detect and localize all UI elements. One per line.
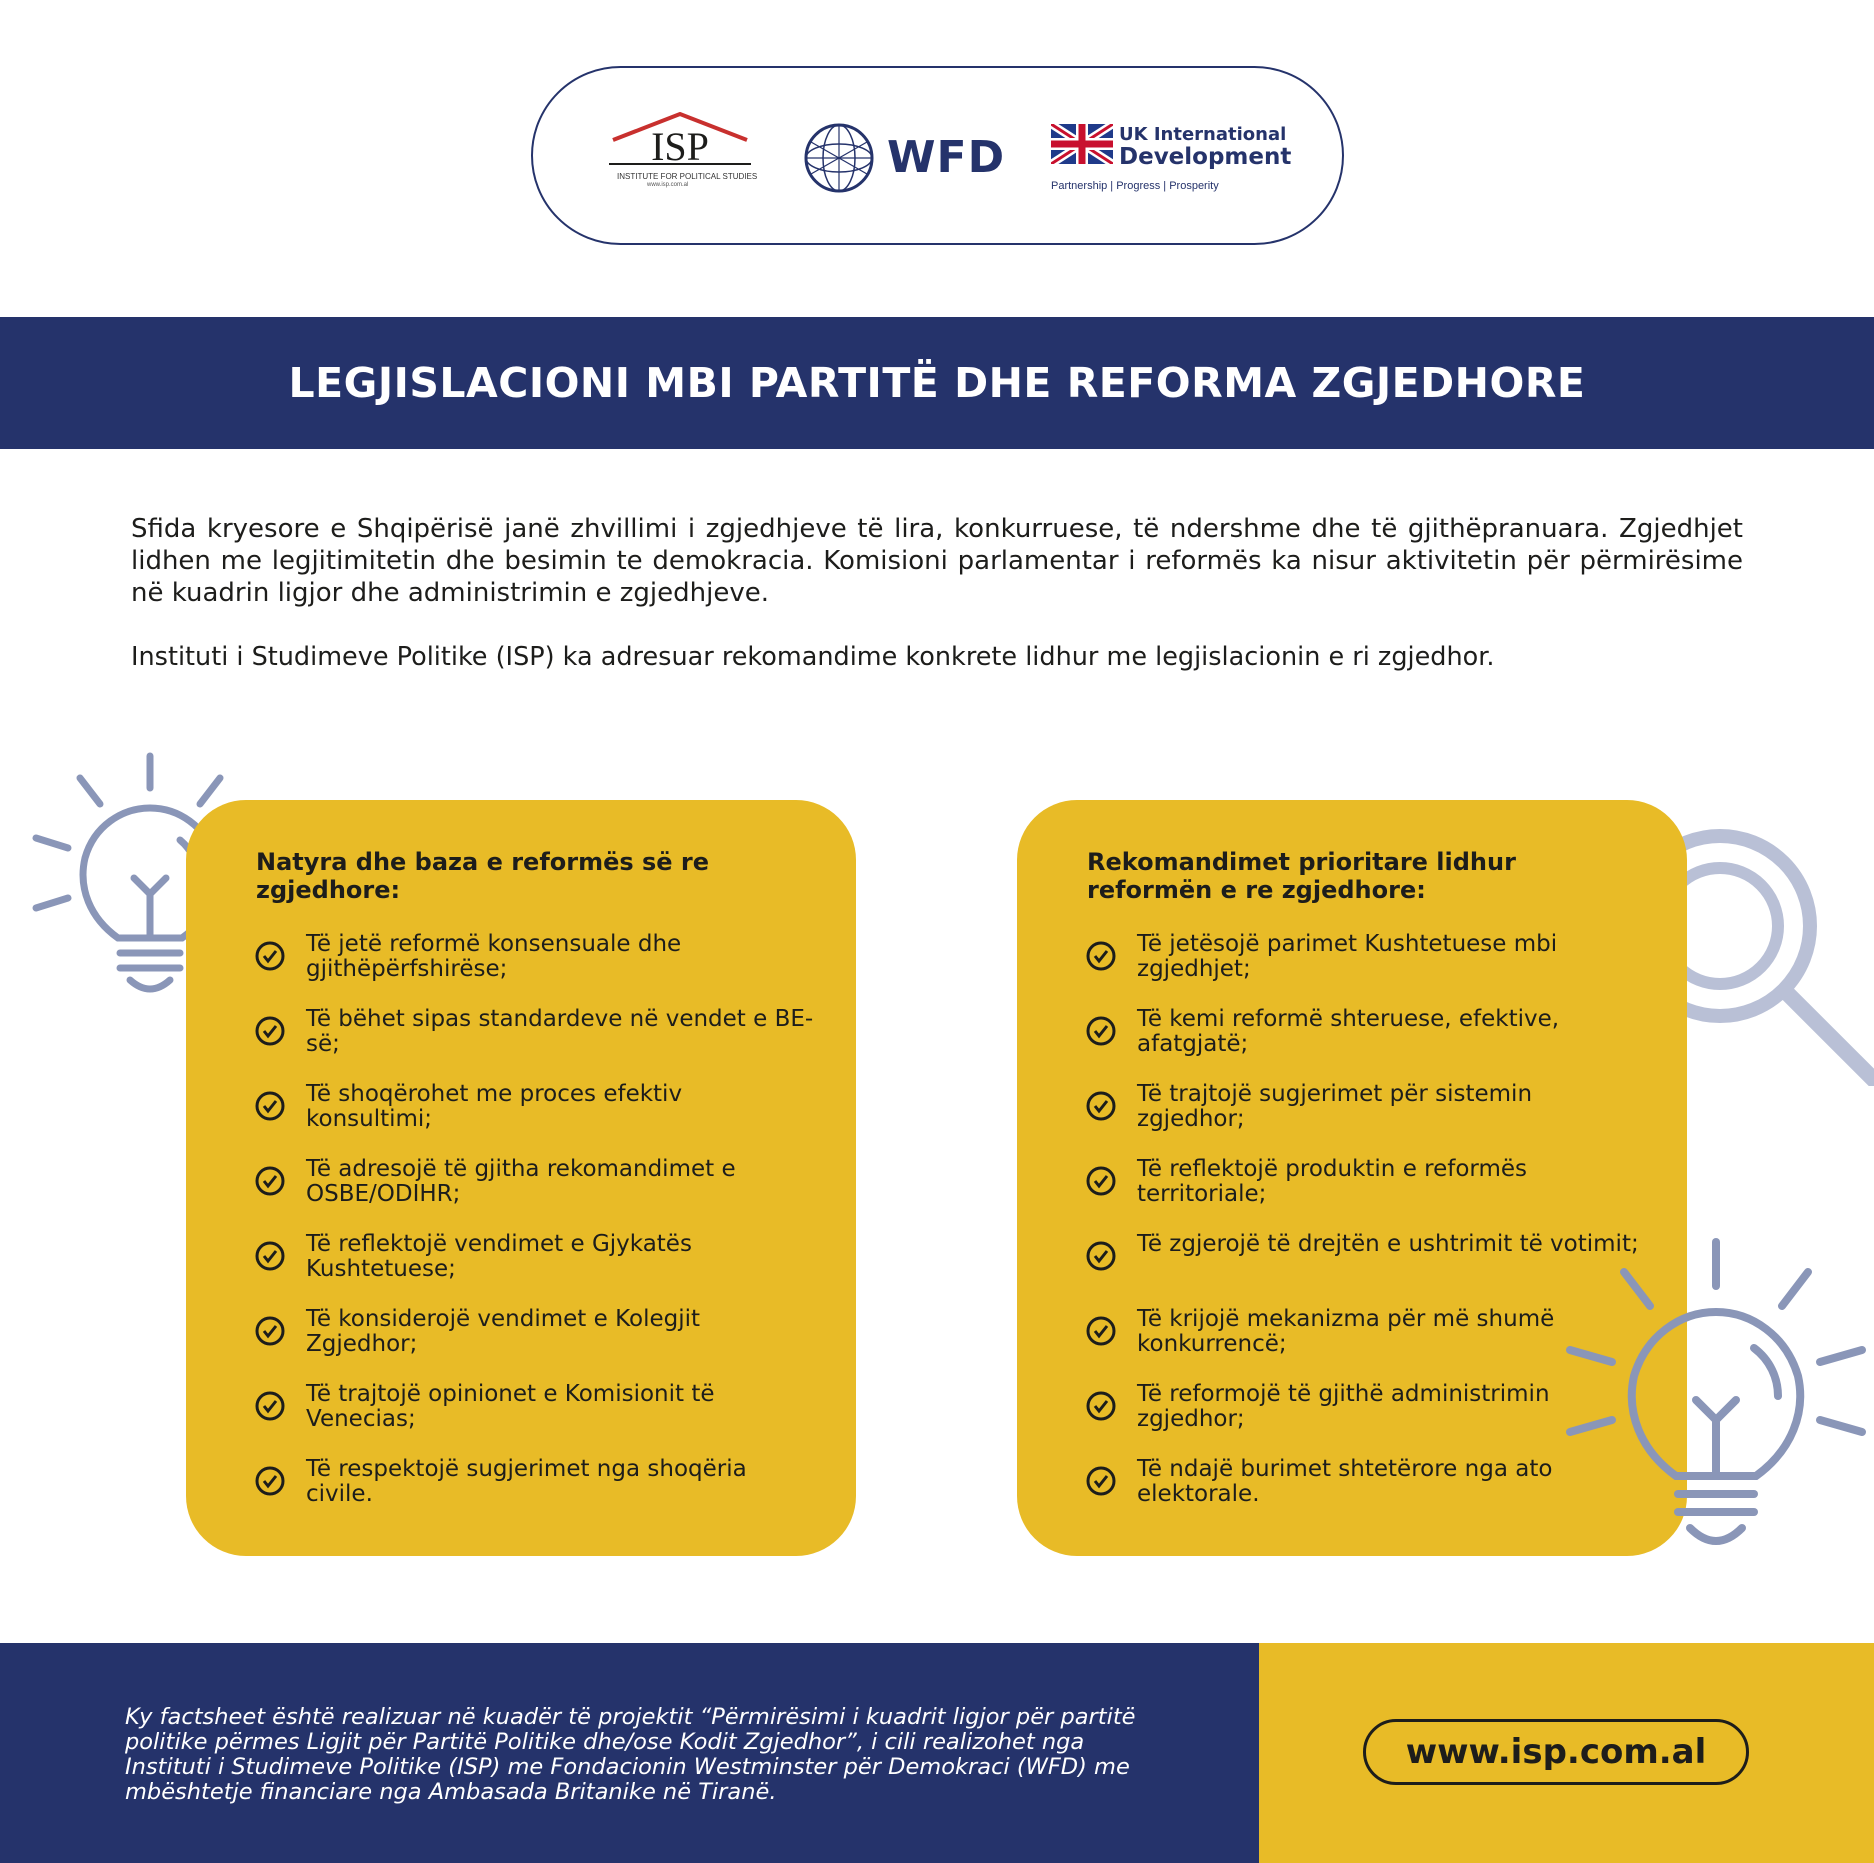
uk-international-development-logo [1051, 124, 1292, 194]
partner-logos-banner [531, 66, 1344, 245]
list-item-text: Të trajtojë opinionet e Komisionit të Venecias; [306, 1381, 715, 1432]
list-item [1085, 1007, 1645, 1082]
reform-basis-card [186, 800, 856, 1556]
check-circle-icon [1085, 1090, 1117, 1122]
list-item-text: Të konsiderojë vendimet e Kolegjit Zgjedhor; [306, 1306, 701, 1357]
list-item [254, 1457, 814, 1532]
priority-recommendations-list [1085, 932, 1645, 1532]
list-item-text: Të zgjerojë të drejtën e ushtrimit të votimit; [1137, 1231, 1639, 1257]
check-circle-icon [1085, 1390, 1117, 1422]
check-circle-icon [254, 940, 286, 972]
lightbulb-icon [1564, 1236, 1874, 1566]
list-item [1085, 1232, 1645, 1307]
list-item-text: Të krijojë mekanizma për më shumë konkurrencë; [1137, 1306, 1555, 1357]
wfd-logo [803, 122, 1006, 198]
list-item-text: Të reformojë të gjithë administrimin zgjedhor; [1137, 1381, 1550, 1432]
check-circle-icon [254, 1015, 286, 1047]
union-flag-icon [1051, 124, 1113, 164]
list-item [254, 1007, 814, 1082]
check-circle-icon [254, 1315, 286, 1347]
check-circle-icon [254, 1165, 286, 1197]
check-circle-icon [1085, 1015, 1117, 1047]
list-item-text: Të jetë reformë konsensuale dhe gjithëpërfshirëse; [306, 931, 682, 982]
list-item-text: Të jetësojë parimet Kushtetuese mbi zgjedhjet; [1137, 931, 1558, 982]
page-title: LEGJISLACIONI MBI PARTITË DHE REFORMA ZGJEDHORE [288, 359, 1586, 407]
list-item-text: Të bëhet sipas standardeve në vendet e BE-së; [306, 1006, 814, 1057]
wfd-logo-text: WFD [887, 132, 1006, 183]
isp-logo-subtitle: INSTITUTE FOR POLITICAL STUDIES [617, 172, 758, 181]
isp-logo-url: www.isp.com.al [647, 182, 689, 188]
list-item [1085, 1082, 1645, 1157]
uk-logo-tagline: Partnership | Progress | Prosperity [1051, 180, 1219, 192]
list-item-text: Të reflektojë produktin e reformës territoriale; [1137, 1156, 1528, 1207]
website-link-text[interactable]: www.isp.com.al [1405, 1732, 1707, 1772]
website-link[interactable] [1363, 1719, 1749, 1785]
check-circle-icon [254, 1465, 286, 1497]
check-circle-icon [1085, 1240, 1117, 1272]
list-item [1085, 1307, 1645, 1382]
isp-logo [605, 112, 758, 192]
check-circle-icon [1085, 1465, 1117, 1497]
check-circle-icon [254, 1090, 286, 1122]
intro-paragraph-1: Sfida kryesore e Shqipërisë janë zhvillimi i zgjedhjeve të lira, konkurruese, të ndershme dhe të gjithëpranuara. Zgjedhjet lidhen me legjitimitetin dhe besimin te demokracia. Komisioni parlamentar i reformës ka nisur aktivitetin për përmirësime në kuadrin ligjor dhe administrimin e zgjedhjeve. [131, 514, 1743, 608]
check-circle-icon [1085, 1315, 1117, 1347]
list-item [1085, 1382, 1645, 1457]
svg-text:ISP: ISP [651, 124, 709, 169]
reform-basis-list [254, 932, 814, 1532]
list-item-text: Të kemi reformë shteruese, efektive, afatgjatë; [1137, 1006, 1560, 1057]
list-item [254, 1382, 814, 1457]
intro-text [131, 513, 1743, 673]
check-circle-icon [1085, 1165, 1117, 1197]
footer-note-band [0, 1643, 1259, 1863]
list-item [254, 1082, 814, 1157]
list-item-text: Të reflektojë vendimet e Gjykatës Kushtetuese; [306, 1231, 692, 1282]
check-circle-icon [1085, 940, 1117, 972]
list-item [1085, 932, 1645, 1007]
list-item [254, 1232, 814, 1307]
uk-logo-line2: Development [1119, 144, 1292, 170]
list-item-text: Të ndajë burimet shtetërore nga ato elektorale. [1137, 1456, 1553, 1507]
footer-note: Ky factsheet është realizuar në kuadër të projektit “Përmirësimi i kuadrit ligjor për partitë politike përmes Ligjit për Partitë Politike dhe/ose Kodit Zgjedhor”, i cili realizohet nga Instituti i Studimeve Politike (ISP) me Fondacionin Westminster për Demokraci (WFD) me mbështetje financiare nga Ambasada Britanike në Tiranë. [125, 1704, 1136, 1805]
list-item [254, 1307, 814, 1382]
list-item [254, 1157, 814, 1232]
priority-recommendations-heading: Rekomandimet prioritare lidhur reformën e re zgjedhore: [1087, 848, 1516, 904]
wfd-globe-icon [803, 122, 879, 198]
check-circle-icon [254, 1240, 286, 1272]
list-item-text: Të adresojë të gjitha rekomandimet e OSBE/ODIHR; [306, 1156, 736, 1207]
intro-paragraph-2: Instituti i Studimeve Politike (ISP) ka adresuar rekomandime konkrete lidhur me legjislacionin e ri zgjedhor. [131, 642, 1495, 672]
check-circle-icon [254, 1390, 286, 1422]
reform-basis-heading: Natyra dhe baza e reformës së re zgjedhore: [256, 848, 710, 904]
footer-url-band [1259, 1643, 1874, 1863]
list-item [1085, 1457, 1645, 1532]
title-banner [0, 317, 1874, 449]
list-item-text: Të respektojë sugjerimet nga shoqëria civile. [306, 1456, 747, 1507]
list-item [254, 932, 814, 1007]
uk-logo-line1: UK International [1119, 124, 1287, 145]
list-item-text: Të trajtojë sugjerimet për sistemin zgjedhor; [1137, 1081, 1533, 1132]
list-item-text: Të shoqërohet me proces efektiv konsultimi; [306, 1081, 683, 1132]
list-item [1085, 1157, 1645, 1232]
